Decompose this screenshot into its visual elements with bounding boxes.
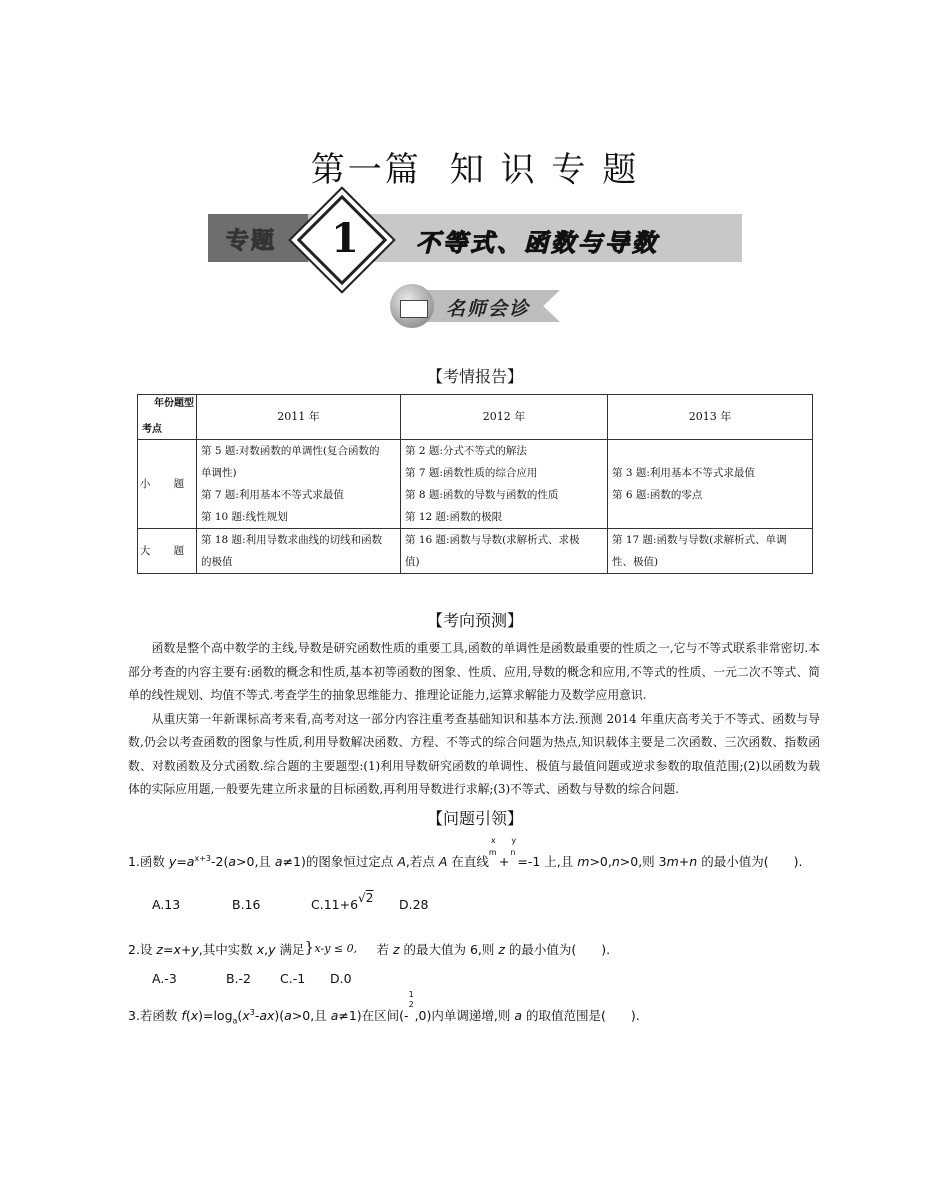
q1-fraction [509, 836, 517, 866]
cell-line: 第 10 题:线性规划 [201, 511, 288, 523]
q1-var: y [168, 854, 177, 869]
book-icon [400, 300, 428, 318]
cell-line: 第 3 题:利用基本不等式求最值 [612, 467, 755, 479]
q1-text: -2( [211, 854, 229, 869]
banner-topic-number: 1 [331, 215, 359, 262]
forecast-paragraph: 函数是整个高中数学的主线,导数是研究函数性质的重要工具,函数的单调性是函数最重要的性质之一,它与不等式联系非常密切.本部分考查的内容主要有:函数的概念和性质,基本初等函数的图象、性质、应用,导数的概念和应用,不等式的性质、一元二次不等式、简单的线性规划、均值不等式.考查学生的抽象思维能力、推理论证能力,运算求解能力及数学应用意识. [128, 641, 820, 702]
q2-text: ,其中实数 [198, 942, 257, 957]
corner-label-bottom: 考点 [142, 424, 162, 435]
q3-text: )=log [198, 1008, 233, 1023]
q2-text: + [180, 942, 192, 957]
cell-line: 第 8 题:函数的导数与函数的性质 [405, 489, 559, 501]
fraction-denominator: n [510, 848, 516, 857]
q2-option-b: B.-2 [226, 971, 252, 986]
q3-text: ≠1)在区间(- [338, 1008, 409, 1023]
cell-line: 单调性) [201, 467, 237, 479]
table-cell [401, 440, 608, 529]
constraint-line: x-y ≤ 0, [314, 942, 358, 955]
q2-text: 2.设 [128, 942, 157, 957]
year-header: 2011 年 [197, 395, 401, 440]
q1-var: a [228, 854, 237, 869]
q3-text: >0,且 [291, 1008, 331, 1023]
q1-text: >0,则 3 [619, 854, 667, 869]
forecast-text [128, 637, 820, 802]
master-review-badge [390, 284, 566, 332]
q2-text: 的最小值为( ). [504, 942, 611, 957]
forecast-paragraph: 从重庆第一年新课标高考来看,高考对这一部分内容注重考查基础知识和基本方法.预测 2014 年重庆高考关于不等式、函数与导数,仍会以考查函数的图象与性质,利用导数解决函数、方程、不等式的综合问题为热点,知识载体主要是二次函数、三次函数、指数函数、对数函数及分式函数.综合题的主要题型:(1)利用导数研究函数的单调性、极值与最值问题或逆求参数的取值范围;(2)以函数为载体的实际应用题,一般要先建立所求量的目标函数,再利用导数进行求解;(3)不等式、函数与导数的综合问题. [128, 711, 820, 796]
cell-line: 第 6 题:函数的零点 [612, 489, 703, 501]
cell-line: 第 7 题:利用基本不等式求最值 [201, 489, 344, 501]
row-label: 小 题 [138, 440, 197, 529]
q1-text: =-1 上,且 [517, 854, 578, 869]
corner-label-top: 年份题型 [154, 398, 194, 409]
question-1 [128, 836, 803, 870]
q1-var: n [611, 854, 620, 869]
q1-text: + [498, 854, 510, 869]
cell-line: 的极值 [201, 556, 233, 568]
table-row [138, 440, 813, 529]
q1-text: >0, [589, 854, 612, 869]
q2-var: x [173, 942, 181, 957]
q1-var: m [577, 854, 590, 869]
cell-line: 第 12 题:函数的极限 [405, 511, 503, 523]
cell-line: 第 18 题:利用导数求曲线的切线和函数 [201, 534, 383, 546]
q3-var: a [284, 1008, 292, 1023]
fraction-denominator: m [488, 848, 497, 857]
row-label: 大 题 [138, 529, 197, 574]
report-heading: 【考情报告】 [426, 367, 523, 386]
q3-var: x [190, 1008, 199, 1023]
table-cell [197, 440, 401, 529]
q3-var: ax [259, 1008, 275, 1023]
table-cell [197, 529, 401, 574]
part-title-name: 知 识 专 题 [449, 150, 640, 190]
q3-text: ,0)内单调递增,则 [414, 1008, 515, 1023]
q3-var: a [330, 1008, 339, 1023]
table-corner-cell [138, 395, 197, 440]
q1-text: = [176, 854, 187, 869]
cell-line: 第 2 题:分式不等式的解法 [405, 445, 527, 457]
forecast-heading: 【考向预测】 [426, 611, 523, 630]
q1-option-c: C.11+6 √2 [311, 891, 374, 912]
q1-text: 的最小值为( ). [697, 854, 803, 869]
q3-exponent: 3 [249, 1007, 255, 1017]
q2-text: 满足 [275, 942, 305, 957]
q1-var: n [689, 854, 698, 869]
q2-var: x [256, 942, 265, 957]
q2-var: z [156, 942, 163, 957]
fraction-numerator: 1 [408, 990, 414, 999]
q3-var: x [242, 1008, 250, 1023]
q1-exponent: x+3 [194, 853, 211, 863]
fraction-numerator: x [490, 836, 496, 845]
q3-var: f [181, 1008, 186, 1023]
q2-text: 的最大值为 6,则 [399, 942, 499, 957]
brace-icon: } [304, 938, 315, 956]
q2-option-a: A.-3 [152, 971, 177, 986]
q3-text: 的取值范围是( ). [522, 1008, 640, 1023]
q1-text: ≠1)的图象恒过定点 [282, 854, 398, 869]
year-header: 2012 年 [401, 395, 608, 440]
exam-report-table [137, 394, 813, 574]
q2-text: 若 [372, 942, 393, 957]
q3-var: a [514, 1008, 523, 1023]
q1-var: A [438, 854, 448, 869]
table-row [138, 529, 813, 574]
q1-var: a [274, 854, 283, 869]
sqrt-argument: 2 [365, 891, 374, 905]
q3-text: )( [274, 1008, 285, 1023]
q2-var: y [191, 942, 199, 957]
cell-line: 第 17 题:函数与导数(求解析式、单调 [612, 534, 787, 546]
q1-text: + [678, 854, 690, 869]
q1-var: m [666, 854, 679, 869]
cell-line: 值) [405, 556, 420, 568]
question-2 [128, 940, 610, 958]
question-3 [128, 990, 640, 1026]
banner-topic-title: 不等式、函数与导数 [416, 229, 659, 257]
year-header: 2013 年 [608, 395, 813, 440]
topic-banner [208, 214, 742, 262]
q3-fraction [408, 990, 415, 1020]
q3-text: - [254, 1008, 260, 1023]
q1-option-d: D.28 [399, 897, 429, 912]
option-text: C.11+6 [311, 897, 359, 912]
q1-var: A [397, 854, 406, 869]
cell-line: 第 16 题:函数与导数(求解析式、求极 [405, 534, 580, 546]
q3-text: ( [185, 1008, 191, 1023]
part-title [0, 142, 950, 191]
q1-text: ,若点 [405, 854, 439, 869]
badge-label: 名师会诊 [446, 298, 531, 320]
q2-option-d: D.0 [330, 971, 352, 986]
q2-text: , [264, 942, 269, 957]
q1-option-a: A.13 [152, 897, 181, 912]
part-title-number: 第一篇 [310, 150, 422, 190]
fraction-numerator: y [511, 836, 517, 845]
table-cell [401, 529, 608, 574]
q1-text: 1.函数 [128, 854, 169, 869]
cell-line: 第 5 题:对数函数的单调性(复合函数的 [201, 445, 380, 457]
q2-option-c: C.-1 [280, 971, 306, 986]
q1-fraction [488, 836, 499, 866]
q1-option-b: B.16 [232, 897, 261, 912]
q1-var: a [186, 854, 195, 869]
questions-heading: 【问题引领】 [426, 809, 523, 828]
table-cell [608, 440, 813, 529]
banner-topic-label: 专题 [226, 228, 276, 254]
q2-text: = [162, 942, 174, 957]
table-cell [608, 529, 813, 574]
q1-text: 在直线 [447, 854, 489, 869]
q3-text: ( [237, 1008, 243, 1023]
q2-var: z [392, 942, 400, 957]
cell-line: 性、极值) [612, 556, 659, 568]
q2-var: y [268, 942, 276, 957]
fraction-denominator: 2 [408, 1000, 414, 1009]
q2-var: z [498, 942, 505, 957]
cell-line: 第 7 题:函数性质的综合应用 [405, 467, 538, 479]
table-header-row [138, 395, 813, 440]
q3-text: 3.若函数 [128, 1008, 182, 1023]
q1-text: >0,且 [236, 854, 275, 869]
log-base: a [232, 1016, 238, 1026]
